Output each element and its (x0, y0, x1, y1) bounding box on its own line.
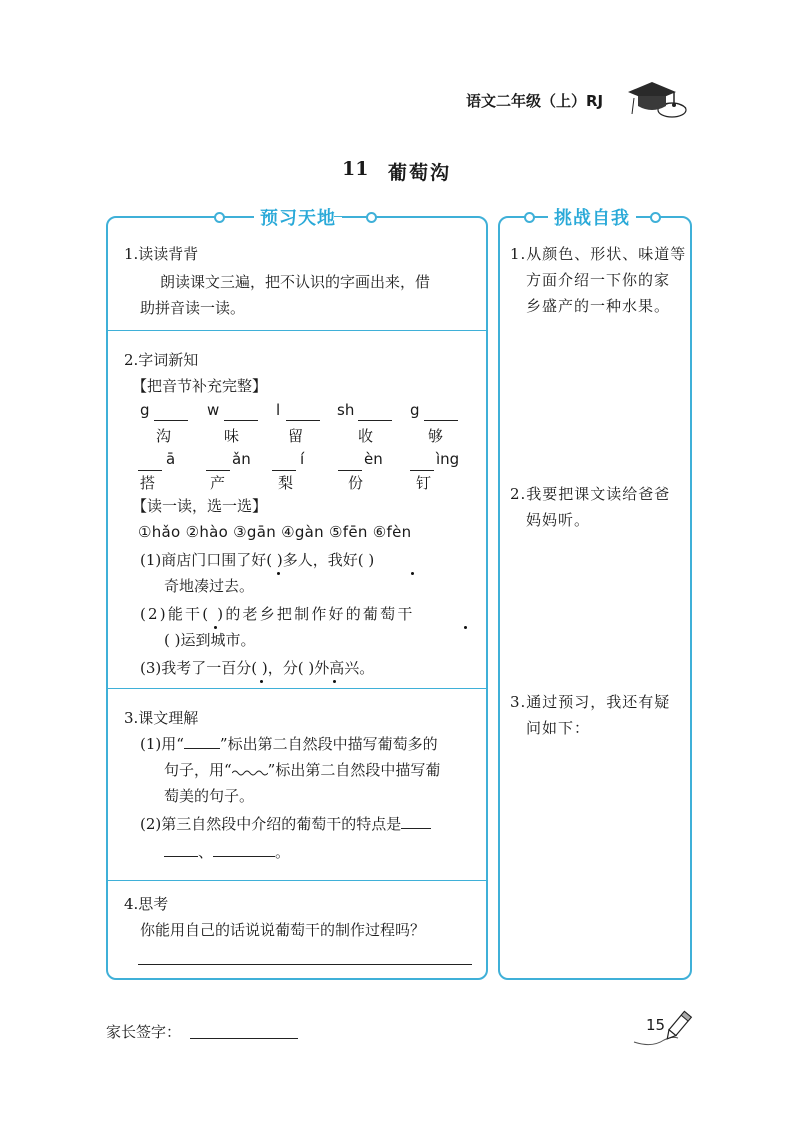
title-connector (334, 216, 366, 217)
hanzi: 份 (348, 474, 364, 492)
q2-heading: 2.字词新知 (124, 351, 199, 369)
hanzi: 产 (210, 474, 226, 492)
title-node-right (650, 212, 661, 223)
pinyin-initial: l (276, 401, 281, 419)
answer-blank[interactable] (224, 406, 258, 421)
q4-heading: 4.思考 (124, 895, 169, 913)
hanzi: 够 (428, 427, 444, 445)
answer-blank[interactable] (338, 456, 362, 471)
answer-blank[interactable] (410, 456, 434, 471)
left-panel-title: 预习天地 (254, 204, 342, 230)
challenge-line: 问如下： (526, 719, 591, 737)
pinyin-initial: g (410, 401, 420, 419)
page-number: 15 (646, 1016, 666, 1034)
hanzi: 收 (358, 427, 374, 445)
title-node-left (214, 212, 225, 223)
challenge-line: 方面介绍一下你的家 (526, 271, 671, 289)
right-panel-title: 挑战自我 (548, 204, 636, 230)
q3-line: 萄美的句子。 (164, 787, 255, 805)
section-divider (108, 688, 486, 689)
title-node-left (524, 212, 535, 223)
text-fragment: 。 (275, 843, 291, 861)
answer-blank[interactable] (213, 842, 275, 857)
pinyin-initial: g (140, 401, 150, 419)
hanzi: 沟 (156, 427, 172, 445)
hanzi: 搭 (140, 474, 156, 492)
graduation-cap-icon (624, 78, 694, 128)
text-fragment: 句子，用“ (164, 761, 232, 779)
answer-blank[interactable] (401, 814, 431, 829)
emphasis-dot (260, 680, 263, 683)
q3-heading: 3.课文理解 (124, 709, 199, 727)
text-fragment: ”标出第二自然段中描写葡萄多的 (219, 735, 438, 753)
pencil-icon (630, 1008, 694, 1052)
emphasis-dot (277, 572, 280, 575)
hanzi: 钉 (416, 474, 432, 492)
right-panel (498, 216, 692, 980)
q1-heading: 1.读读背背 (124, 245, 199, 263)
challenge-line: 3.通过预习，我还有疑 (510, 693, 671, 711)
emphasis-dot (411, 572, 414, 575)
emphasis-dot (464, 626, 467, 629)
challenge-line: 2.我要把课文读给爸爸 (510, 485, 671, 503)
sentence: (3)我考了一百分( )，分( )外高兴。 (140, 659, 375, 677)
answer-blank[interactable] (138, 456, 162, 471)
pinyin-initial: sh (337, 401, 355, 419)
text-fragment: (2)第三自然段中介绍的葡萄干的特点是 (140, 815, 402, 833)
section-divider (108, 880, 486, 881)
answer-blank[interactable] (286, 406, 320, 421)
pinyin-final: ā (166, 450, 176, 468)
hanzi: 梨 (278, 474, 294, 492)
answer-line[interactable] (138, 964, 472, 965)
pinyin-initial: w (207, 401, 220, 419)
sentence: (1)商店门口围了好( )多人，我好( ) (140, 551, 375, 569)
answer-blank[interactable] (272, 456, 296, 471)
text-fragment: 、 (198, 843, 214, 861)
pinyin-final: ìng (436, 450, 460, 468)
book-header: 语文二年级（上）RJ (466, 92, 604, 110)
q3-line (164, 760, 440, 780)
q1-line: 助拼音读一读。 (140, 299, 246, 317)
answer-blank[interactable] (358, 406, 392, 421)
answer-blank[interactable] (154, 406, 188, 421)
emphasis-dot (333, 680, 336, 683)
q3-line (164, 842, 290, 862)
wavy-line-sample (232, 767, 268, 777)
challenge-line: 妈妈听。 (526, 511, 591, 529)
text-fragment: ”标出第二自然段中描写葡 (267, 761, 441, 779)
hanzi: 味 (224, 427, 240, 445)
pinyin-final: ǎn (232, 450, 251, 468)
q3-line (140, 734, 438, 754)
hanzi: 留 (288, 427, 304, 445)
q2-subheading: 【读一读，选一选】 (132, 497, 268, 515)
pinyin-final: í (300, 450, 305, 468)
pinyin-final: èn (364, 450, 383, 468)
q4-line: 你能用自己的话说说葡萄干的制作过程吗？ (140, 921, 426, 939)
signature-label: 家长签字： (106, 1023, 182, 1041)
q1-line: 朗读课文三遍，把不认识的字画出来，借 (160, 273, 431, 291)
q2-subheading: 【把音节补充完整】 (132, 377, 268, 395)
section-divider (108, 330, 486, 331)
signature-line[interactable] (190, 1038, 298, 1039)
q3-line (140, 814, 431, 834)
emphasis-dot (214, 626, 217, 629)
answer-blank[interactable] (164, 842, 198, 857)
sentence: 奇地凑过去。 (164, 577, 255, 595)
sentence: ( )运到城市。 (164, 631, 256, 649)
text-fragment: (1)用“ (140, 735, 184, 753)
straight-line-sample (184, 734, 220, 749)
sentence: (2)能干( )的老乡把制作好的葡萄干 (140, 605, 415, 623)
title-node-right (366, 212, 377, 223)
challenge-line: 乡盛产的一种水果。 (526, 297, 671, 315)
lesson-number: 11 (342, 158, 369, 180)
lesson-title: 葡萄沟 (388, 162, 452, 184)
challenge-line: 1.从颜色、形状、味道等 (510, 245, 687, 263)
pinyin-options: ①hǎo ②hào ③gān ④gàn ⑤fēn ⑥fèn (138, 523, 412, 541)
answer-blank[interactable] (206, 456, 230, 471)
title-connector (224, 216, 252, 217)
answer-blank[interactable] (424, 406, 458, 421)
